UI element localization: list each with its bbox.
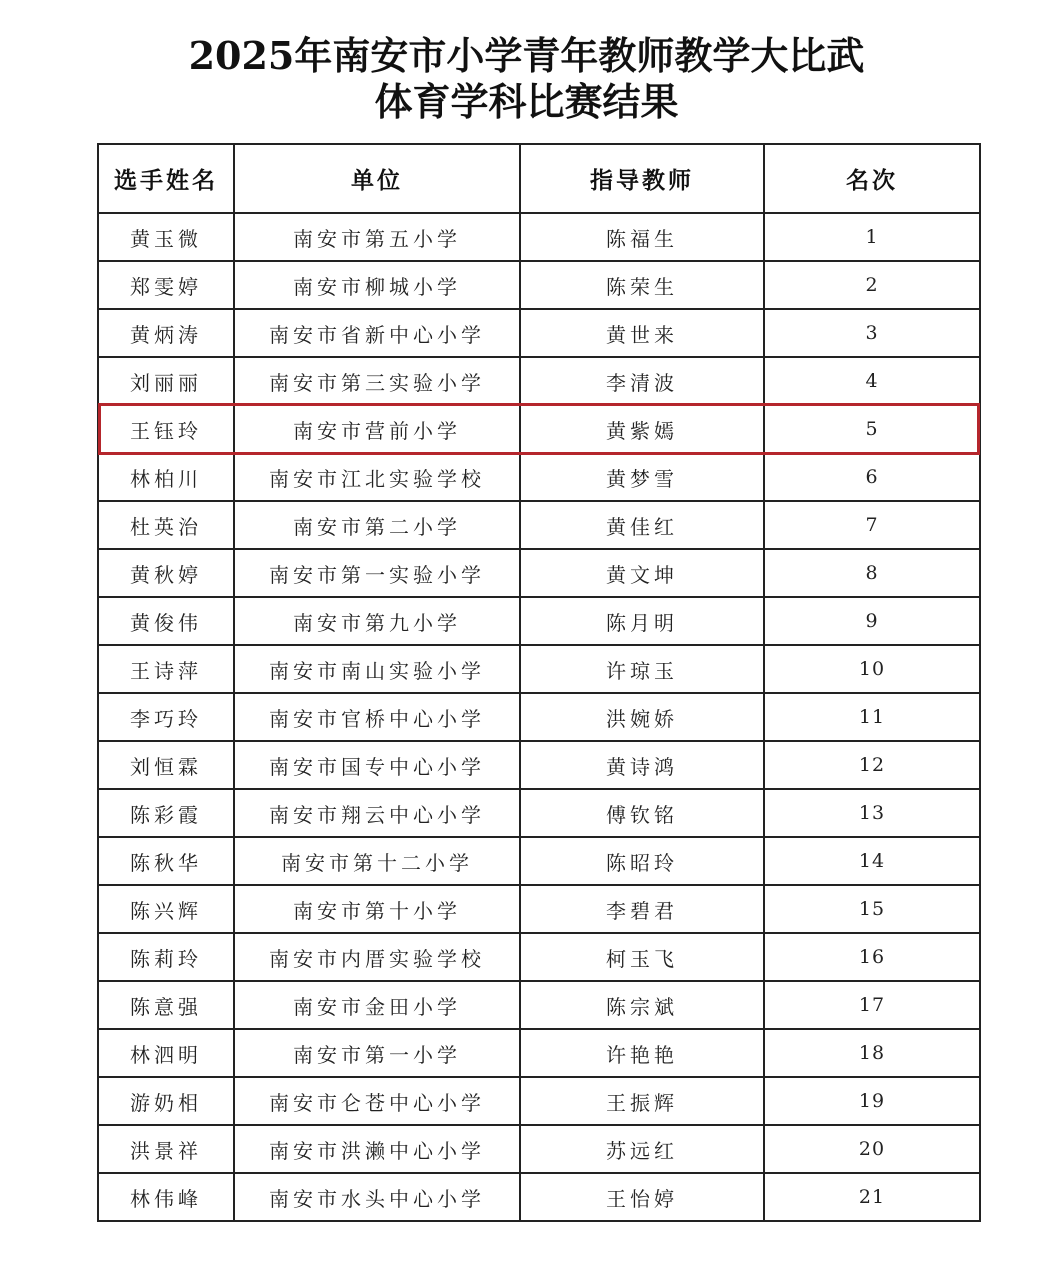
cell-contestant-name: 李巧玲	[98, 693, 234, 741]
cell-unit: 南安市第十小学	[234, 885, 520, 933]
cell-rank: 19	[764, 1077, 980, 1125]
table-header-row	[98, 144, 980, 213]
table-row	[98, 741, 980, 789]
cell-unit: 南安市南山实验小学	[234, 645, 520, 693]
cell-instructor: 陈荣生	[520, 261, 764, 309]
cell-rank: 14	[764, 837, 980, 885]
cell-rank: 16	[764, 933, 980, 981]
cell-rank: 4	[764, 357, 980, 405]
cell-unit: 南安市第二小学	[234, 501, 520, 549]
table-row	[98, 1077, 980, 1125]
cell-contestant-name: 陈兴辉	[98, 885, 234, 933]
cell-rank: 20	[764, 1125, 980, 1173]
cell-unit: 南安市仑苍中心小学	[234, 1077, 520, 1125]
table-row	[98, 597, 980, 645]
cell-instructor: 许琼玉	[520, 645, 764, 693]
cell-unit: 南安市水头中心小学	[234, 1173, 520, 1221]
cell-instructor: 陈福生	[520, 213, 764, 261]
cell-contestant-name: 游奶相	[98, 1077, 234, 1125]
cell-instructor: 王怡婷	[520, 1173, 764, 1221]
cell-unit: 南安市第五小学	[234, 213, 520, 261]
cell-contestant-name: 陈彩霞	[98, 789, 234, 837]
cell-instructor: 李碧君	[520, 885, 764, 933]
cell-instructor: 陈昭玲	[520, 837, 764, 885]
cell-instructor: 李清波	[520, 357, 764, 405]
cell-unit: 南安市官桥中心小学	[234, 693, 520, 741]
table-row	[98, 309, 980, 357]
table-row	[98, 549, 980, 597]
table-row	[98, 837, 980, 885]
table-row	[98, 1173, 980, 1221]
cell-rank: 6	[764, 453, 980, 501]
cell-contestant-name: 洪景祥	[98, 1125, 234, 1173]
table-row	[98, 885, 980, 933]
cell-rank: 3	[764, 309, 980, 357]
header-instructor: 指导教师	[520, 144, 764, 213]
cell-rank: 21	[764, 1173, 980, 1221]
cell-unit: 南安市洪濑中心小学	[234, 1125, 520, 1173]
cell-instructor: 陈月明	[520, 597, 764, 645]
cell-contestant-name: 陈意强	[98, 981, 234, 1029]
header-contestant-name: 选手姓名	[98, 144, 234, 213]
cell-contestant-name: 黄炳涛	[98, 309, 234, 357]
cell-rank: 12	[764, 741, 980, 789]
cell-rank: 10	[764, 645, 980, 693]
cell-instructor: 黄文坤	[520, 549, 764, 597]
cell-instructor: 黄梦雪	[520, 453, 764, 501]
table-body	[98, 213, 980, 1221]
cell-unit: 南安市营前小学	[234, 405, 520, 453]
table-row	[98, 213, 980, 261]
cell-contestant-name: 陈莉玲	[98, 933, 234, 981]
table-row	[98, 357, 980, 405]
cell-contestant-name: 刘丽丽	[98, 357, 234, 405]
cell-contestant-name: 王诗萍	[98, 645, 234, 693]
cell-instructor: 洪婉娇	[520, 693, 764, 741]
cell-unit: 南安市第一小学	[234, 1029, 520, 1077]
cell-instructor: 许艳艳	[520, 1029, 764, 1077]
table-row	[98, 645, 980, 693]
cell-rank: 18	[764, 1029, 980, 1077]
cell-rank: 8	[764, 549, 980, 597]
table-row	[98, 453, 980, 501]
cell-instructor: 黄世来	[520, 309, 764, 357]
header-unit: 单位	[234, 144, 520, 213]
table-row	[98, 981, 980, 1029]
cell-unit: 南安市翔云中心小学	[234, 789, 520, 837]
cell-contestant-name: 林柏川	[98, 453, 234, 501]
cell-rank: 11	[764, 693, 980, 741]
cell-contestant-name: 王钰玲	[98, 405, 234, 453]
cell-rank: 2	[764, 261, 980, 309]
cell-contestant-name: 郑雯婷	[98, 261, 234, 309]
cell-unit: 南安市第三实验小学	[234, 357, 520, 405]
cell-instructor: 陈宗斌	[520, 981, 764, 1029]
cell-rank: 13	[764, 789, 980, 837]
cell-unit: 南安市第十二小学	[234, 837, 520, 885]
cell-rank: 15	[764, 885, 980, 933]
document-title-line-2: 体育学科比赛结果	[374, 79, 679, 124]
table-row	[98, 789, 980, 837]
cell-contestant-name: 刘恒霖	[98, 741, 234, 789]
cell-unit: 南安市内厝实验学校	[234, 933, 520, 981]
cell-contestant-name: 黄玉微	[98, 213, 234, 261]
cell-contestant-name: 陈秋华	[98, 837, 234, 885]
cell-instructor: 苏远红	[520, 1125, 764, 1173]
cell-rank: 5	[764, 405, 980, 453]
cell-instructor: 黄佳红	[520, 501, 764, 549]
table-row	[98, 693, 980, 741]
document-title-line-1: 2025年南安市小学青年教师教学大比武	[188, 33, 865, 78]
cell-unit: 南安市省新中心小学	[234, 309, 520, 357]
cell-instructor: 傅钦铭	[520, 789, 764, 837]
table-row	[98, 501, 980, 549]
table-row	[98, 261, 980, 309]
cell-contestant-name: 黄秋婷	[98, 549, 234, 597]
cell-unit: 南安市柳城小学	[234, 261, 520, 309]
cell-unit: 南安市江北实验学校	[234, 453, 520, 501]
cell-unit: 南安市第一实验小学	[234, 549, 520, 597]
cell-unit: 南安市第九小学	[234, 597, 520, 645]
cell-unit: 南安市金田小学	[234, 981, 520, 1029]
results-table	[97, 143, 981, 1222]
table-row	[98, 933, 980, 981]
cell-contestant-name: 林伟峰	[98, 1173, 234, 1221]
cell-unit: 南安市国专中心小学	[234, 741, 520, 789]
cell-instructor: 王振辉	[520, 1077, 764, 1125]
cell-contestant-name: 杜英治	[98, 501, 234, 549]
table-row	[98, 1029, 980, 1077]
cell-contestant-name: 林泗明	[98, 1029, 234, 1077]
table-row	[98, 1125, 980, 1173]
cell-instructor: 柯玉飞	[520, 933, 764, 981]
cell-contestant-name: 黄俊伟	[98, 597, 234, 645]
cell-instructor: 黄紫嫣	[520, 405, 764, 453]
header-rank: 名次	[764, 144, 980, 213]
cell-rank: 1	[764, 213, 980, 261]
cell-rank: 7	[764, 501, 980, 549]
cell-rank: 9	[764, 597, 980, 645]
table-row-highlighted	[98, 405, 980, 453]
cell-instructor: 黄诗鸿	[520, 741, 764, 789]
cell-rank: 17	[764, 981, 980, 1029]
